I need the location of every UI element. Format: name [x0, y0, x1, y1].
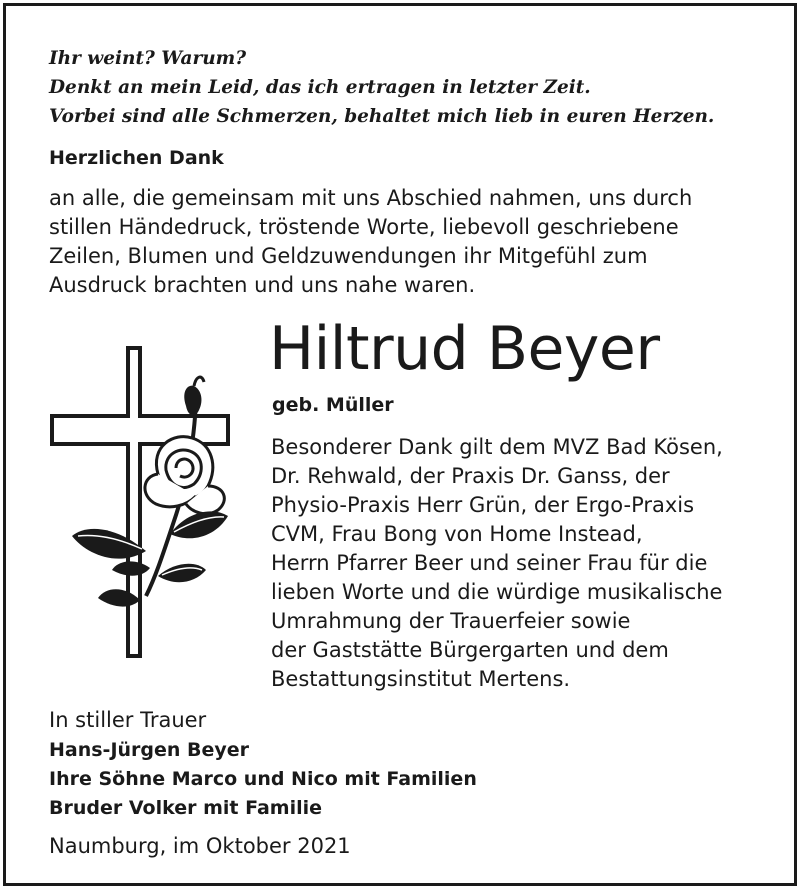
special-thanks-line: Bestattungsinstitut Mertens.: [271, 667, 571, 691]
cross-with-rose-icon: [46, 346, 236, 661]
thanks-text: [49, 184, 779, 300]
special-thanks-line: Besonderer Dank gilt dem MVZ Bad Kösen,: [271, 435, 723, 459]
thanks-heading: Herzlichen Dank: [49, 147, 224, 169]
mourning-label: In stiller Trauer: [49, 708, 207, 732]
poem-line: Denkt an mein Leid, das ich ertragen in letzter Zeit.: [49, 77, 591, 98]
mourners-list: [49, 736, 477, 823]
special-thanks-line: Herrn Pfarrer Beer und seiner Frau für die: [271, 551, 708, 575]
special-thanks-line: Umrahmung der Trauerfeier sowie: [271, 609, 631, 633]
mourner-entry: Bruder Volker mit Familie: [49, 797, 322, 819]
poem-line: Ihr weint? Warum?: [49, 48, 247, 69]
special-thanks-text: [271, 433, 723, 694]
thanks-line: an alle, die gemeinsam mit uns Abschied nahmen, uns durch: [49, 186, 693, 210]
place-and-date: Naumburg, im Oktober 2021: [49, 834, 351, 858]
obituary-notice: [3, 3, 797, 886]
thanks-line: Ausdruck brachten und uns nahe waren.: [49, 273, 476, 297]
poem-line: Vorbei sind alle Schmerzen, behaltet mich lieb in euren Herzen.: [49, 106, 715, 127]
thanks-line: stillen Händedruck, tröstende Worte, liebevoll geschriebene: [49, 215, 679, 239]
mourner-entry: Ihre Söhne Marco und Nico mit Familien: [49, 768, 477, 790]
memorial-poem: [49, 44, 714, 131]
special-thanks-line: lieben Worte und die würdige musikalische: [271, 580, 723, 604]
special-thanks-line: CVM, Frau Bong von Home Instead,: [271, 522, 643, 546]
maiden-name: geb. Müller: [272, 394, 394, 416]
special-thanks-line: der Gaststätte Bürgergarten und dem: [271, 638, 669, 662]
special-thanks-line: Dr. Rehwald, der Praxis Dr. Ganss, der: [271, 464, 670, 488]
thanks-line: Zeilen, Blumen und Geldzuwendungen ihr Mitgefühl zum: [49, 244, 648, 268]
special-thanks-line: Physio-Praxis Herr Grün, der Ergo-Praxis: [271, 493, 695, 517]
deceased-name: Hiltrud Beyer: [269, 314, 660, 384]
mourner-entry: Hans-Jürgen Beyer: [49, 739, 250, 761]
